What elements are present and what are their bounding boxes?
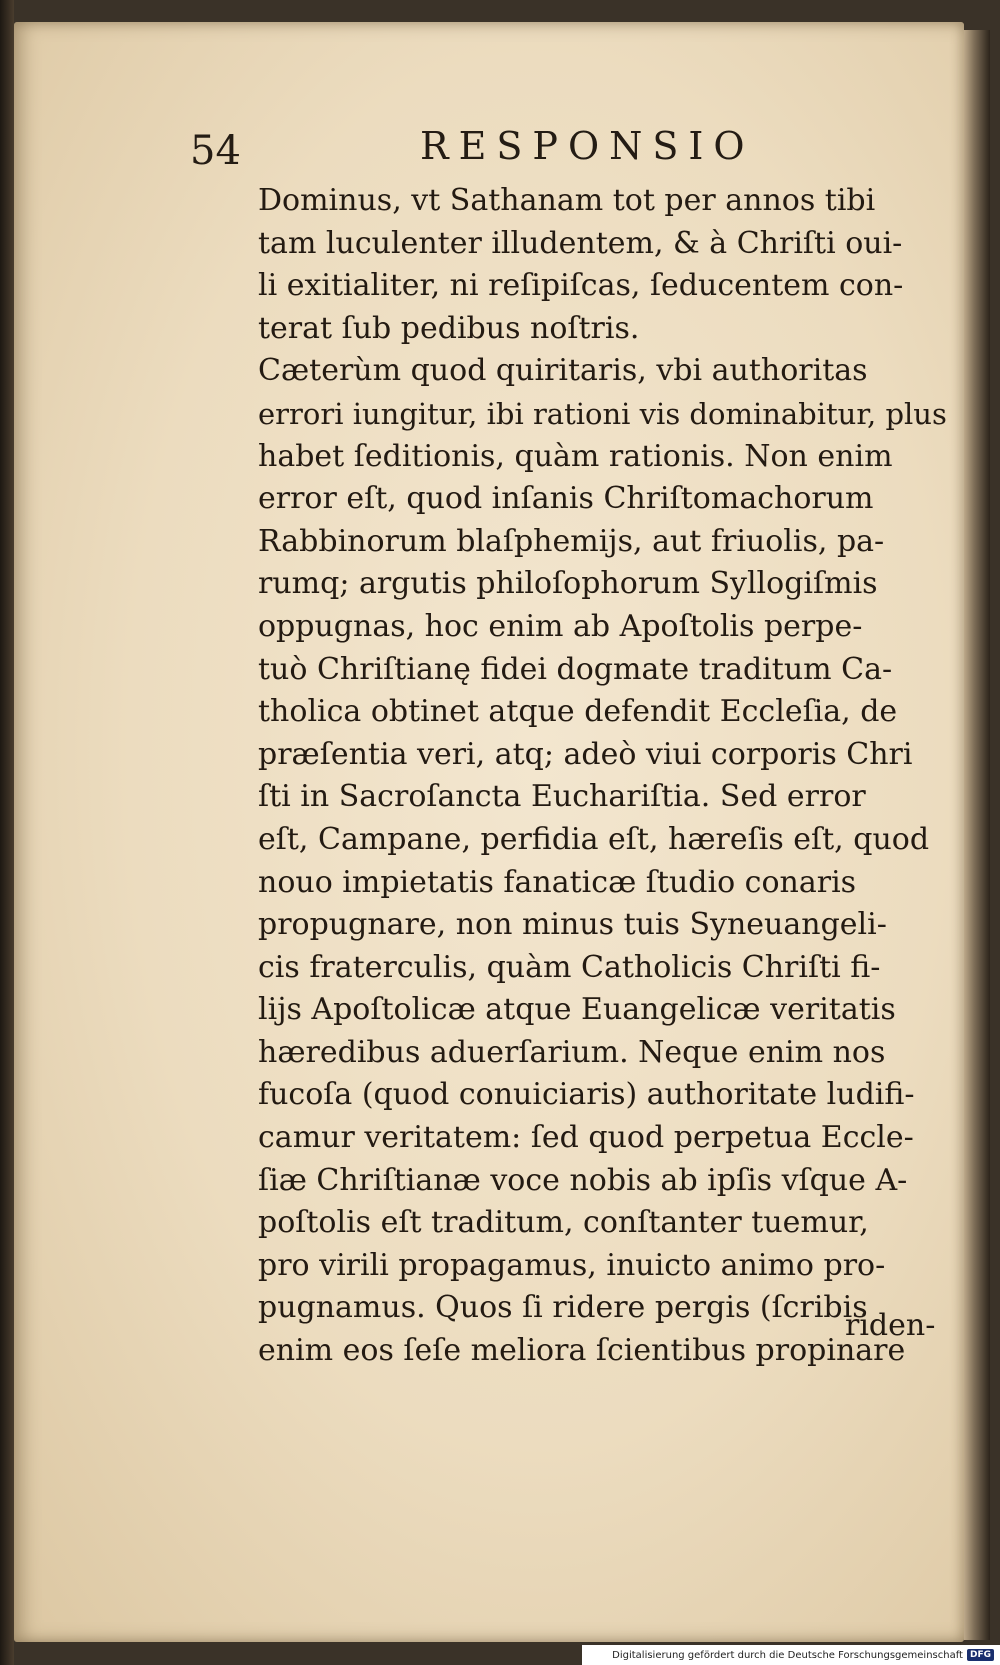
- text-line: tholica obtinet atque defendit Eccleſia, de: [258, 694, 898, 730]
- body-text: [258, 180, 948, 1373]
- digitization-footer: [582, 1645, 1000, 1665]
- text-line: terat ſub pedibus noſtris.: [258, 310, 640, 346]
- text-line: pugnamus. Quos ſi ridere pergis (ſcribis: [258, 1290, 868, 1326]
- running-head: RESPONSIO: [420, 124, 755, 168]
- text-line: lijs Apoſtolicæ atque Euangelicæ veritatis: [258, 992, 896, 1028]
- text-line: error eſt, quod inſanis Chriſtomachorum: [258, 481, 874, 517]
- page-number: 54: [190, 128, 241, 174]
- text-line: tam luculenter illudentem, & à Chriſti oui-: [258, 225, 903, 261]
- text-line: eſt, Campane, perfidia eſt, hæreſis eſt, quod: [258, 821, 930, 857]
- text-line: camur veritatem: ſed quod perpetua Eccle-: [258, 1120, 914, 1156]
- text-line: pro virili propagamus, inuicto animo pro-: [258, 1247, 886, 1283]
- text-line: li exitialiter, ni reſipiſcas, ſeducentem con-: [258, 268, 904, 304]
- text-line: tuò Chriſtianę fidei dogmate traditum Ca-: [258, 651, 893, 687]
- text-line: hæredibus aduerſarium. Neque enim nos: [258, 1034, 886, 1070]
- text-line: nouo impietatis fanaticæ ſtudio conaris: [258, 864, 857, 900]
- text-line: cis fraterculis, quàm Catholicis Chriſti fi-: [258, 949, 881, 985]
- text-line: rumq; argutis philoſophorum Syllogiſmis: [258, 566, 878, 602]
- book-spine: [0, 0, 14, 1665]
- text-line: Dominus, vt Sathanam tot per annos tibi: [258, 183, 876, 218]
- footer-text: Digitalisierung gefördert durch die Deutsche Forschungsgemeinschaft: [612, 1649, 963, 1661]
- text-line: ſiæ Chriſtianæ voce nobis ab ipſis vſque A-: [258, 1162, 908, 1198]
- text-line: Rabbinorum blaſphemijs, aut friuolis, pa-: [258, 523, 885, 559]
- text-line: oppugnas, hoc enim ab Apoſtolis perpe-: [258, 608, 863, 644]
- page-edge: [964, 30, 990, 1640]
- text-line: habet ſeditionis, quàm rationis. Non enim: [258, 438, 893, 474]
- text-line: propugnare, non minus tuis Syneuangeli-: [258, 907, 887, 943]
- catchword: riden-: [845, 1308, 936, 1343]
- text-line: errori iungitur, ibi rationi vis dominabitur, plus: [258, 396, 947, 431]
- text-line: enim eos ſeſe meliora ſcientibus propinare: [258, 1333, 906, 1369]
- dfg-logo-icon: DFG: [967, 1649, 994, 1661]
- text-line: ſti in Sacroſancta Euchariſtia. Sed error: [258, 779, 866, 815]
- text-line: præſentia veri, atq; adeò viui corporis Chri: [258, 736, 913, 772]
- text-line: fucoſa (quod conuiciaris) authoritate ludifi-: [258, 1077, 915, 1113]
- text-line: Cæterùm quod quiritaris, vbi authoritas: [258, 353, 868, 389]
- text-line: poſtolis eſt traditum, conſtanter tuemur,: [258, 1205, 869, 1241]
